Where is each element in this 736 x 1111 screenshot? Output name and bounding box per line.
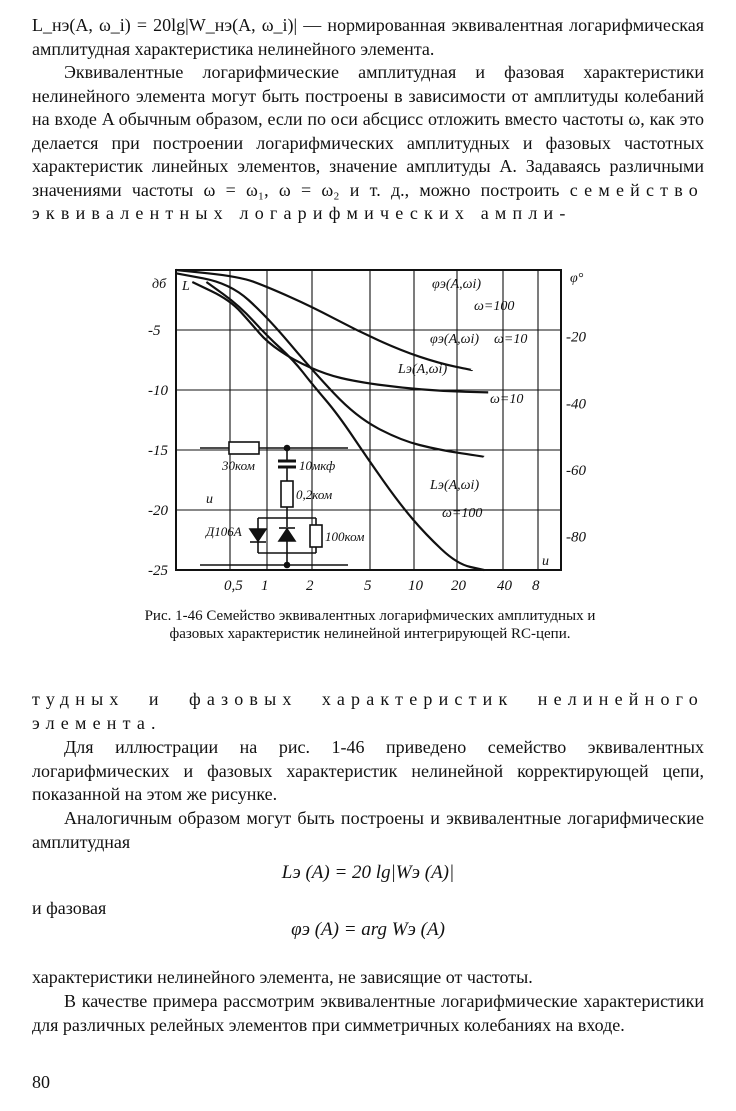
x-tick-label: 40	[497, 578, 512, 594]
label-diode: Д106А	[206, 524, 242, 539]
diode-2-triangle	[279, 529, 295, 541]
y-left-tick-label: -20	[148, 503, 168, 519]
paragraph-2-text: Эквивалентные логарифмические амплитудная и фазовая характеристики нелинейного элемента могут быть построены в зависимости от амплитуды колебаний на входе A обычным образом, если по оси абсцисс отложить вместо частоты ω, как это делается при построении логарифмических амплитудных и фазовых частотных характеристик линейных элементов, значение амплитуды A. Задаваясь различными значениями частоты ω = ω₁, ω = ω₂ и т. д., можно построить	[32, 62, 704, 200]
x-tick-label: 5	[364, 578, 372, 594]
x-tick-label: 10	[408, 578, 423, 594]
paragraph-3: тудных и фазовых характеристик нелинейного элемента.	[32, 689, 704, 733]
paragraph-2	[32, 61, 704, 226]
resistor-30k	[229, 442, 259, 454]
formula-phase: φэ (A) = arg Wэ (A)	[291, 919, 445, 940]
paragraph-8: В качестве примера рассмотрим эквивалентные логарифмические характеристики для различных релейных элементов при симметричных колебаниях на входе.	[32, 991, 704, 1035]
curve-label-phi-100	[432, 277, 514, 314]
x-tick-label: 0,5	[224, 578, 243, 594]
y-left-symbol-label: L	[182, 279, 190, 294]
paragraph-5: Аналогичным образом могут быть построены и эквивалентные логарифмические амплитудная	[32, 808, 704, 852]
paragraph-2-spaced: семейство эквивалентных логарифмических ампли-	[32, 179, 705, 223]
curve-label-L-100	[429, 478, 482, 521]
y-left-unit-label: дб	[152, 277, 167, 292]
curve-label-phi-10-name: φэ(A,ωi)	[430, 332, 480, 347]
y-left-tick-label: -25	[148, 563, 168, 579]
label-resistor-30k: 30ком	[222, 458, 255, 473]
figure-chart	[0, 235, 736, 615]
figure-caption: Рис. 1-46 Семейство эквивалентных логарифмических амплитудных и фазовых характеристик нелинейной интегрирующей RC-цепи.	[144, 608, 596, 642]
x-tick-label: 8	[532, 578, 540, 594]
resistor-0-2k	[281, 481, 293, 507]
label-resistor-100k: 100ком	[325, 529, 365, 544]
y-right-tick-label: -20	[566, 329, 586, 346]
curve-label-phi-10-omega: ω=10	[494, 332, 528, 347]
curve-label-phi-10	[430, 332, 527, 347]
curve-label-L-10-omega: ω=10	[490, 392, 524, 407]
series-curve-0	[176, 270, 472, 370]
y-left-tick-label: -5	[148, 323, 161, 339]
label-resistor-0-2k: 0,2ком	[296, 487, 333, 502]
formula-amplitude: Lэ (A) = 20 lg|Wэ (A)|	[281, 862, 455, 883]
x-tick-label: 2	[306, 578, 314, 594]
x-axis-label: u	[542, 554, 549, 569]
paragraph-4: Для иллюстрации на рис. 1-46 приведено семейство эквивалентных логарифмических и фазовых характеристик нелинейной корректирующей цепи, показанной на этом же рисунке.	[32, 737, 704, 804]
y-right-axis-label: φ°	[570, 271, 584, 286]
label-capacitor-10uf: 10мкф	[299, 458, 336, 473]
y-right-tick-label: -80	[566, 529, 586, 546]
curve-label-phi-100-name: φэ(A,ωi)	[432, 277, 482, 292]
y-right-tick-label: -60	[566, 463, 586, 479]
circuit-junction-bottom	[285, 563, 290, 568]
y-right-tick-label: -40	[566, 396, 586, 413]
diode-1-triangle	[250, 529, 266, 541]
curve-label-phi-100-omega: ω=100	[474, 299, 515, 314]
paragraph-7: характеристики нелинейного элемента, не зависящие от частоты.	[32, 967, 533, 987]
curve-label-L-10-name: Lэ(A,ωi)	[398, 362, 448, 377]
paragraph-1: L_нэ(A, ω_i) = 20lg|W_нэ(A, ω_i)| — нормированная эквивалентная логарифмическая амплитудная характеристика нелинейного элемента.	[32, 15, 704, 59]
paragraph-6: и фазовая	[32, 898, 107, 918]
page-number: 80	[32, 1072, 50, 1092]
resistor-100k	[310, 525, 322, 547]
x-tick-label: 1	[261, 578, 269, 594]
y-left-tick-label: -15	[148, 443, 168, 459]
y-left-tick-label: -10	[148, 383, 168, 399]
x-tick-label: 20	[451, 578, 466, 594]
label-input-u: u	[206, 492, 213, 507]
curve-label-L-100-omega: ω=100	[442, 506, 483, 521]
curve-label-L-100-name: Lэ(A,ωi)	[430, 478, 480, 493]
